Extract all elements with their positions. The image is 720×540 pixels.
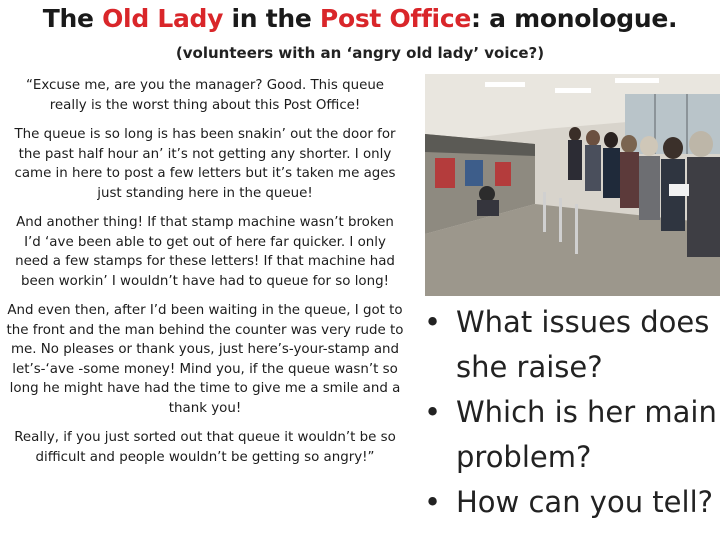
question-text-3: How can you tell? xyxy=(456,485,714,519)
monologue-text xyxy=(6,76,404,477)
monologue-paragraph-2: The queue is so long is has been snakin’ out the door for the past half hour an’ it’s not getting any shorter. I only came in here to post a few letters but it’s taken me ages just standing here in the queue! xyxy=(14,127,396,201)
monologue-paragraph-1: “Excuse me, are you the manager? Good. This queue really is the worst thing about this Post Office! xyxy=(25,78,385,113)
title-part-3: in the xyxy=(223,4,320,33)
title-post-office: Post Office xyxy=(319,4,472,33)
question-text-2: Which is her main problem? xyxy=(456,395,717,474)
title-old-lady: Old Lady xyxy=(102,4,224,33)
bullet-icon: • xyxy=(424,395,442,429)
photo-illustration xyxy=(425,74,720,296)
question-item-2 xyxy=(420,390,720,480)
discussion-questions xyxy=(420,300,720,525)
question-item-1 xyxy=(420,300,720,390)
slide-title xyxy=(0,4,720,33)
monologue-paragraph-4: And even then, after I’d been waiting in the queue, I got to the front and the man behind the counter was very rude to me. No pleases or thank yous, just here’s-your-stamp and let’s-‘ave -some money! Mind you, if the queue wasn’t so long he might have had the time to give me a smile and a thank you! xyxy=(6,303,404,416)
question-item-3 xyxy=(420,480,720,525)
question-text-1: What issues does she raise? xyxy=(456,305,710,384)
title-part-1: The xyxy=(42,4,103,33)
bullet-icon: • xyxy=(424,305,442,339)
bullet-icon: • xyxy=(424,485,442,519)
monologue-paragraph-5: Really, if you just sorted out that queue it wouldn’t be so difficult and people wouldn’t be getting so angry!” xyxy=(14,430,396,465)
title-part-5: : a monologue. xyxy=(471,4,678,33)
slide-subtitle: (volunteers with an ‘angry old lady’ voice?) xyxy=(175,44,545,62)
post-office-queue-photo xyxy=(425,74,720,296)
monologue-paragraph-3: And another thing! If that stamp machine wasn’t broken I’d ‘ave been able to get out of here far quicker. I only need a few stamps for these letters! If that machine had been workin’ I wouldn’t have had to queue for so long! xyxy=(15,215,395,289)
